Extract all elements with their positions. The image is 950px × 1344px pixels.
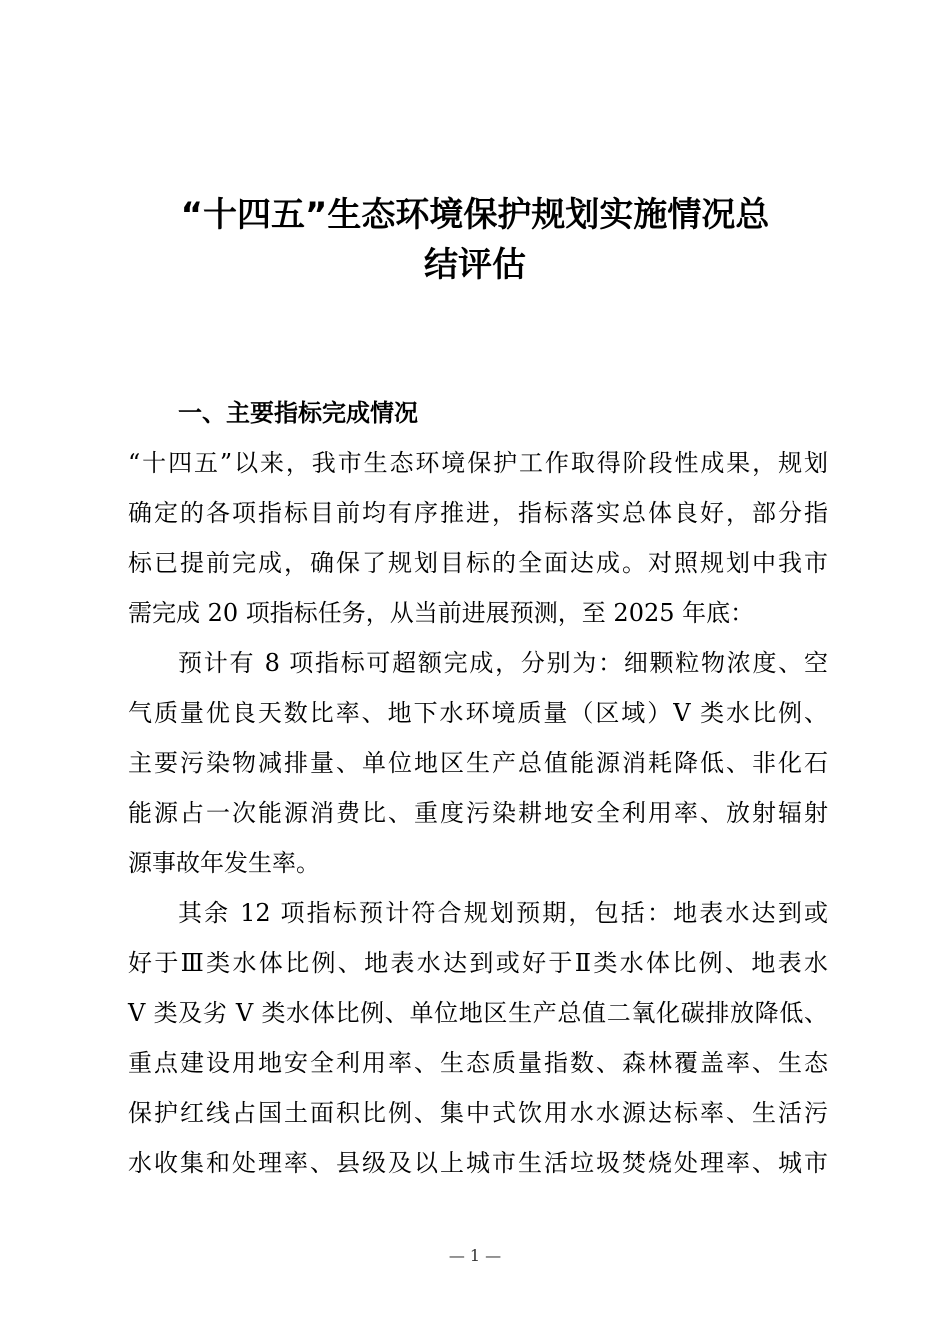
document-body: [128, 388, 828, 1188]
title-line: “十四五”生态环境保护规划实施情况总: [180, 195, 770, 235]
text-line: 需完成 20 项指标任务，从当前进展预测，至 2025 年底：: [128, 599, 755, 627]
paragraph-1: [128, 438, 828, 638]
text-line: 源事故年发生率。: [128, 849, 320, 877]
text-line: 预计有 8 项指标可超额完成，分别为：细颗粒物浓度、空: [178, 649, 828, 677]
page-number: — 1 —: [448, 1246, 502, 1265]
text-line: V 类及劣 V 类水体比例、单位地区生产总值二氧化碳排放降低、: [128, 999, 828, 1027]
section-heading: 一、主要指标完成情况: [178, 399, 418, 427]
paragraph-2: [128, 638, 828, 888]
text-line: 确定的各项指标目前均有序推进，指标落实总体良好，部分指: [128, 499, 828, 527]
paragraph-3: [128, 888, 828, 1188]
text-line: 保护红线占国土面积比例、集中式饮用水水源达标率、生活污: [128, 1099, 828, 1127]
text-line: “十四五”以来，我市生态环境保护工作取得阶段性成果，规划: [128, 449, 828, 477]
title-line: 结评估: [424, 245, 526, 285]
text-line: 主要污染物减排量、单位地区生产总值能源消耗降低、非化石: [128, 749, 828, 777]
text-line: 重点建设用地安全利用率、生态质量指数、森林覆盖率、生态: [128, 1049, 828, 1077]
text-line: 气质量优良天数比率、地下水环境质量（区域）V 类水比例、: [128, 699, 828, 727]
document-title: [100, 190, 850, 290]
text-line: 能源占一次能源消费比、重度污染耕地安全利用率、放射辐射: [128, 799, 828, 827]
text-line: 标已提前完成，确保了规划目标的全面达成。对照规划中我市: [128, 549, 828, 577]
text-line: 好于Ⅲ类水体比例、地表水达到或好于Ⅱ类水体比例、地表水: [128, 949, 828, 977]
text-line: 其余 12 项指标预计符合规划预期，包括：地表水达到或: [178, 899, 828, 927]
text-line: 水收集和处理率、县级及以上城市生活垃圾焚烧处理率、城市: [128, 1149, 828, 1177]
